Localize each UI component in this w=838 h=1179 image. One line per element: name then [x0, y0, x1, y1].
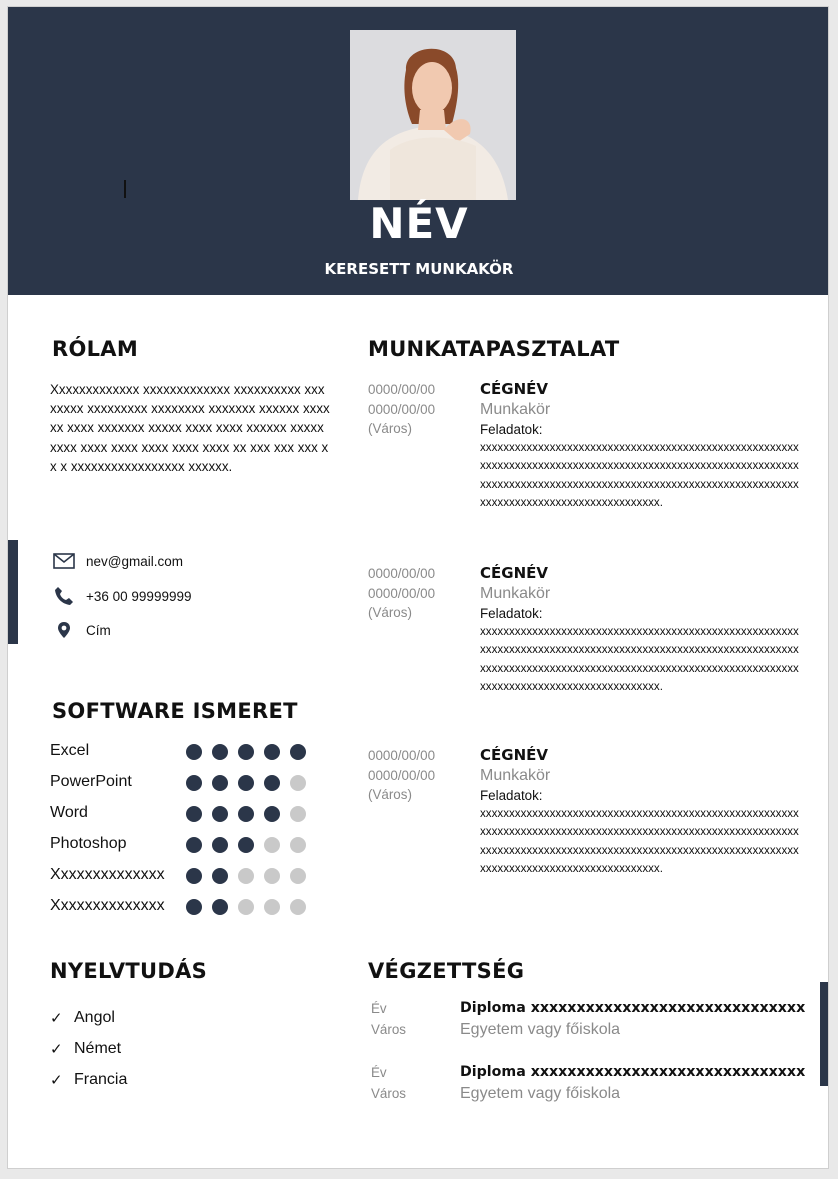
checkmark-icon: ✓: [50, 1040, 63, 1058]
contact-phone[interactable]: [52, 586, 191, 606]
skill-name: Photoshop: [50, 835, 127, 852]
text-cursor: [124, 180, 126, 198]
candidate-name[interactable]: NÉV: [369, 199, 469, 248]
cv-page: [7, 6, 829, 1169]
skill-dot-filled: [186, 775, 202, 791]
skill-dot-empty: [290, 899, 306, 915]
skill-dot-filled: [264, 744, 280, 760]
desired-position[interactable]: KERESETT MUNKAKÖR: [324, 260, 514, 278]
skill-dot-empty: [264, 868, 280, 884]
contact-address[interactable]: [52, 620, 111, 640]
skill-dot-filled: [212, 744, 228, 760]
experience-heading: MUNKATAPASZTALAT: [368, 337, 620, 361]
about-text[interactable]: Xxxxxxxxxxxxx xxxxxxxxxxxxx xxxxxxxxxx xxxxxxxx xxxxxxxxx xxxxxxxx xxxxxxx xxxxxx xxxxxx xxxx xxxxxxx xxxxx xxxx xxxx xxxxxx xxxxx xxxx xxxx xxxx xxxx xxxx xxxx xx xxx xxx xxx xx x xxxxxxxxxxxxxxxxx xxxxxx.: [50, 382, 330, 474]
language-item[interactable]: [50, 1064, 127, 1095]
phone-icon: [52, 586, 76, 606]
company-name: CÉGNÉV: [480, 380, 548, 398]
education-city: Város: [371, 1022, 406, 1037]
skill-level-dots: [186, 806, 306, 822]
envelope-icon: [52, 551, 76, 571]
skill-name: Excel: [50, 742, 90, 759]
skill-dot-empty: [264, 837, 280, 853]
skill-name: Xxxxxxxxxxxxxx: [50, 897, 165, 914]
language-name: Angol: [74, 1008, 115, 1026]
portrait-illustration: [350, 30, 516, 200]
skill-dot-filled: [238, 806, 254, 822]
job-date-from: 0000/00/00: [368, 566, 436, 581]
skill-dot-filled: [212, 837, 228, 853]
header-banner: [8, 7, 829, 295]
skill-dot-empty: [290, 806, 306, 822]
skill-row[interactable]: [50, 864, 320, 895]
contact-email[interactable]: [52, 551, 183, 571]
skill-dot-empty: [290, 775, 306, 791]
skill-dot-filled: [186, 868, 202, 884]
skill-row[interactable]: [50, 771, 320, 802]
job-role: Munkakör: [480, 767, 551, 784]
skill-level-dots: [186, 868, 306, 884]
skill-name: PowerPoint: [50, 773, 132, 790]
skill-row[interactable]: [50, 740, 320, 771]
address-text: Cím: [86, 622, 111, 638]
language-item[interactable]: [50, 1033, 127, 1064]
tasks-text: xxxxxxxxxxxxxxxxxxxxxxxxxxxxxxxxxxxxxxxxxxxxxxxxxxxxxxxxxxxxxxxxxxxxxxxxxxxxxxxxxxxxxxxxxxxxxxxxxxxxxxxxxxxxxxxxxxxxxxxxxxxxxxxxxxxxxxxxxxxxxxxxxxxxxxxxxxxxxxxxxxxxxxxxxxxxxxxxxxxxxxxxxxxxxxxxxxxx.: [480, 441, 799, 509]
company-name: CÉGNÉV: [480, 746, 548, 764]
left-accent-bar: [8, 540, 18, 644]
job-dates: [368, 380, 468, 439]
education-meta: [371, 998, 451, 1040]
skill-dot-empty: [238, 899, 254, 915]
skill-dot-filled: [212, 806, 228, 822]
language-item[interactable]: [50, 1002, 127, 1033]
company-name: CÉGNÉV: [480, 564, 548, 582]
job-dates: [368, 564, 468, 623]
job-city: (Város): [368, 605, 412, 621]
location-pin-icon: [52, 620, 76, 640]
tasks-text: xxxxxxxxxxxxxxxxxxxxxxxxxxxxxxxxxxxxxxxxxxxxxxxxxxxxxxxxxxxxxxxxxxxxxxxxxxxxxxxxxxxxxxxxxxxxxxxxxxxxxxxxxxxxxxxxxxxxxxxxxxxxxxxxxxxxxxxxxxxxxxxxxxxxxxxxxxxxxxxxxxxxxxxxxxxxxxxxxxxxxxxxxxxxxxxxxxxx.: [480, 807, 799, 875]
skill-dot-filled: [186, 899, 202, 915]
phone-text: +36 00 99999999: [86, 588, 192, 604]
skill-dot-filled: [238, 837, 254, 853]
job-details: [480, 380, 800, 512]
skill-dot-filled: [186, 744, 202, 760]
skill-dot-filled: [212, 899, 228, 915]
education-meta: [371, 1062, 451, 1104]
skill-dot-filled: [186, 837, 202, 853]
tasks-label: Feladatok:: [480, 606, 543, 621]
diploma-title: Diploma xxxxxxxxxxxxxxxxxxxxxxxxxxxxxx: [460, 1000, 806, 1016]
skill-dot-filled: [264, 806, 280, 822]
education-details: [460, 1062, 805, 1104]
job-details: [480, 746, 800, 878]
language-name: Német: [74, 1039, 122, 1057]
about-heading: RÓLAM: [52, 337, 139, 361]
skill-row[interactable]: [50, 895, 320, 926]
job-city: (Város): [368, 421, 412, 437]
email-text: nev@gmail.com: [86, 553, 183, 569]
education-year: Év: [371, 1065, 387, 1080]
languages-heading: NYELVTUDÁS: [50, 959, 208, 983]
skill-dot-empty: [238, 868, 254, 884]
skill-dot-filled: [290, 744, 306, 760]
skill-dot-filled: [186, 806, 202, 822]
skill-dot-filled: [264, 775, 280, 791]
job-role: Munkakör: [480, 585, 551, 602]
skill-row[interactable]: [50, 833, 320, 864]
skill-dot-filled: [212, 868, 228, 884]
education-year: Év: [371, 1001, 387, 1016]
language-list: [50, 1002, 127, 1095]
tasks-label: Feladatok:: [480, 788, 543, 803]
skill-dot-filled: [212, 775, 228, 791]
skill-row[interactable]: [50, 802, 320, 833]
skill-dot-empty: [290, 868, 306, 884]
skill-dot-empty: [264, 899, 280, 915]
skill-dot-empty: [290, 837, 306, 853]
software-skill-list: [50, 740, 320, 926]
job-dates: [368, 746, 468, 805]
job-date-from: 0000/00/00: [368, 748, 436, 763]
job-city: (Város): [368, 787, 412, 803]
skill-level-dots: [186, 744, 306, 760]
job-date-to: 0000/00/00: [368, 585, 436, 601]
job-date-to: 0000/00/00: [368, 767, 436, 783]
checkmark-icon: ✓: [50, 1009, 63, 1027]
school-name: Egyetem vagy főiskola: [460, 1021, 621, 1038]
checkmark-icon: ✓: [50, 1071, 63, 1089]
job-details: [480, 564, 800, 696]
tasks-text: xxxxxxxxxxxxxxxxxxxxxxxxxxxxxxxxxxxxxxxxxxxxxxxxxxxxxxxxxxxxxxxxxxxxxxxxxxxxxxxxxxxxxxxxxxxxxxxxxxxxxxxxxxxxxxxxxxxxxxxxxxxxxxxxxxxxxxxxxxxxxxxxxxxxxxxxxxxxxxxxxxxxxxxxxxxxxxxxxxxxxxxxxxxxxxxxxxxx.: [480, 625, 799, 693]
job-date-to: 0000/00/00: [368, 401, 436, 417]
skill-dot-filled: [238, 744, 254, 760]
skill-dot-filled: [238, 775, 254, 791]
school-name: Egyetem vagy főiskola: [460, 1085, 621, 1102]
right-accent-bar: [820, 982, 829, 1086]
skill-level-dots: [186, 775, 306, 791]
language-name: Francia: [74, 1070, 128, 1088]
skill-level-dots: [186, 899, 306, 915]
tasks-label: Feladatok:: [480, 422, 543, 437]
job-date-from: 0000/00/00: [368, 382, 436, 397]
profile-photo[interactable]: [350, 30, 516, 200]
education-heading: VÉGZETTSÉG: [368, 959, 525, 983]
skill-level-dots: [186, 837, 306, 853]
skill-name: Xxxxxxxxxxxxxx: [50, 866, 165, 883]
skill-name: Word: [50, 804, 88, 821]
software-heading: SOFTWARE ISMERET: [52, 699, 298, 723]
job-role: Munkakör: [480, 401, 551, 418]
education-details: [460, 998, 805, 1040]
diploma-title: Diploma xxxxxxxxxxxxxxxxxxxxxxxxxxxxxx: [460, 1064, 806, 1080]
education-city: Város: [371, 1086, 406, 1101]
